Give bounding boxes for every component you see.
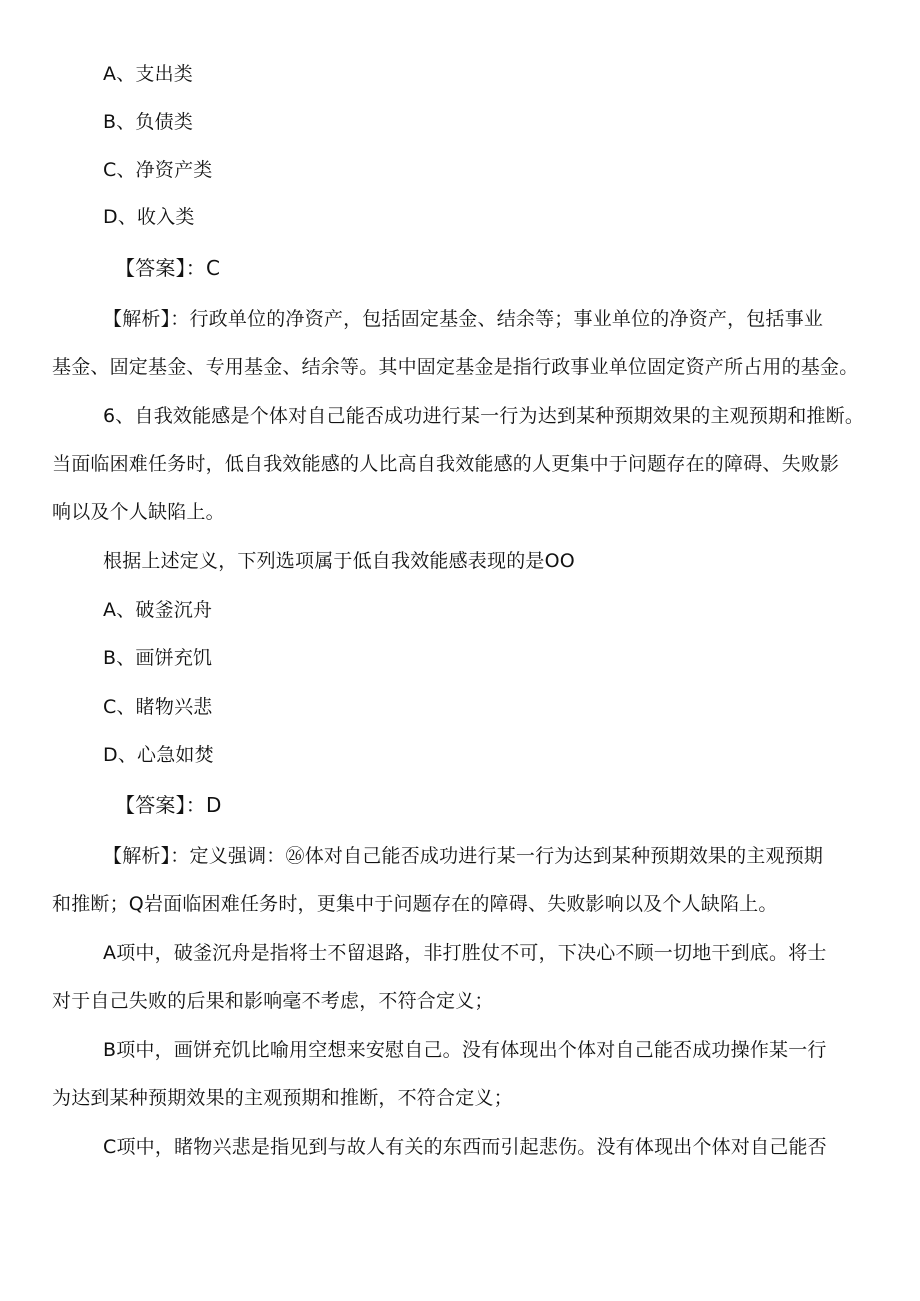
q5-option-a: A、支出类 bbox=[103, 63, 193, 85]
q6-option-c: C、睹物兴悲 bbox=[103, 696, 213, 718]
q5-analysis-line-2: 基金、固定基金、专用基金、结余等。其中固定基金是指行政事业单位固定资产所占用的基金。 bbox=[52, 356, 859, 378]
q6-analysis-line-7: C项中，睹物兴悲是指见到与故人有关的东西而引起悲伤。没有体现出个体对自己能否 bbox=[103, 1136, 827, 1158]
q6-analysis-line-3: A项中，破釜沉舟是指将士不留退路，非打胜仗不可，下决心不顾一切地干到底。将士 bbox=[103, 942, 827, 964]
q6-stem-line-2: 当面临困难任务时，低自我效能感的人比高自我效能感的人更集中于问题存在的障碍、失败影 bbox=[52, 453, 840, 475]
q5-option-b: B、负债类 bbox=[103, 111, 194, 133]
q6-analysis-line-5: B项中，画饼充饥比喻用空想来安慰自己。没有体现出个体对自己能否成功操作某一行 bbox=[103, 1039, 827, 1061]
q5-option-c: C、净资产类 bbox=[103, 159, 213, 181]
q6-question: 根据上述定义，下列选项属于低自我效能感表现的是OO bbox=[103, 550, 575, 572]
q6-analysis-line-1: 【解析】：定义强调：㉖体对自己能否成功进行某一行为达到某种预期效果的主观预期 bbox=[103, 845, 824, 867]
q6-analysis-line-6: 为达到某种预期效果的主观预期和推断，不符合定义； bbox=[52, 1087, 513, 1109]
q6-stem-line-1: 6、自我效能感是个体对自己能否成功进行某一行为达到某种预期效果的主观预期和推断。 bbox=[103, 405, 865, 427]
q6-option-a: A、破釜沉舟 bbox=[103, 599, 213, 621]
q6-option-b: B、画饼充饥 bbox=[103, 647, 213, 669]
q6-answer: 【答案】：D bbox=[115, 793, 222, 817]
q6-stem-line-3: 响以及个人缺陷上。 bbox=[52, 501, 225, 523]
q5-answer: 【答案】：C bbox=[115, 256, 221, 280]
q6-analysis-line-2: 和推断；Q岩面临困难任务时，更集中于问题存在的障碍、失败影响以及个人缺陷上。 bbox=[52, 893, 778, 915]
q5-analysis-line-1: 【解析】：行政单位的净资产，包括固定基金、结余等；事业单位的净资产，包括事业 bbox=[103, 308, 824, 330]
q5-option-d: D、收入类 bbox=[103, 206, 195, 228]
q6-option-d: D、心急如焚 bbox=[103, 744, 214, 766]
q6-analysis-line-4: 对于自己失败的后果和影响毫不考虑，不符合定义； bbox=[52, 990, 494, 1012]
